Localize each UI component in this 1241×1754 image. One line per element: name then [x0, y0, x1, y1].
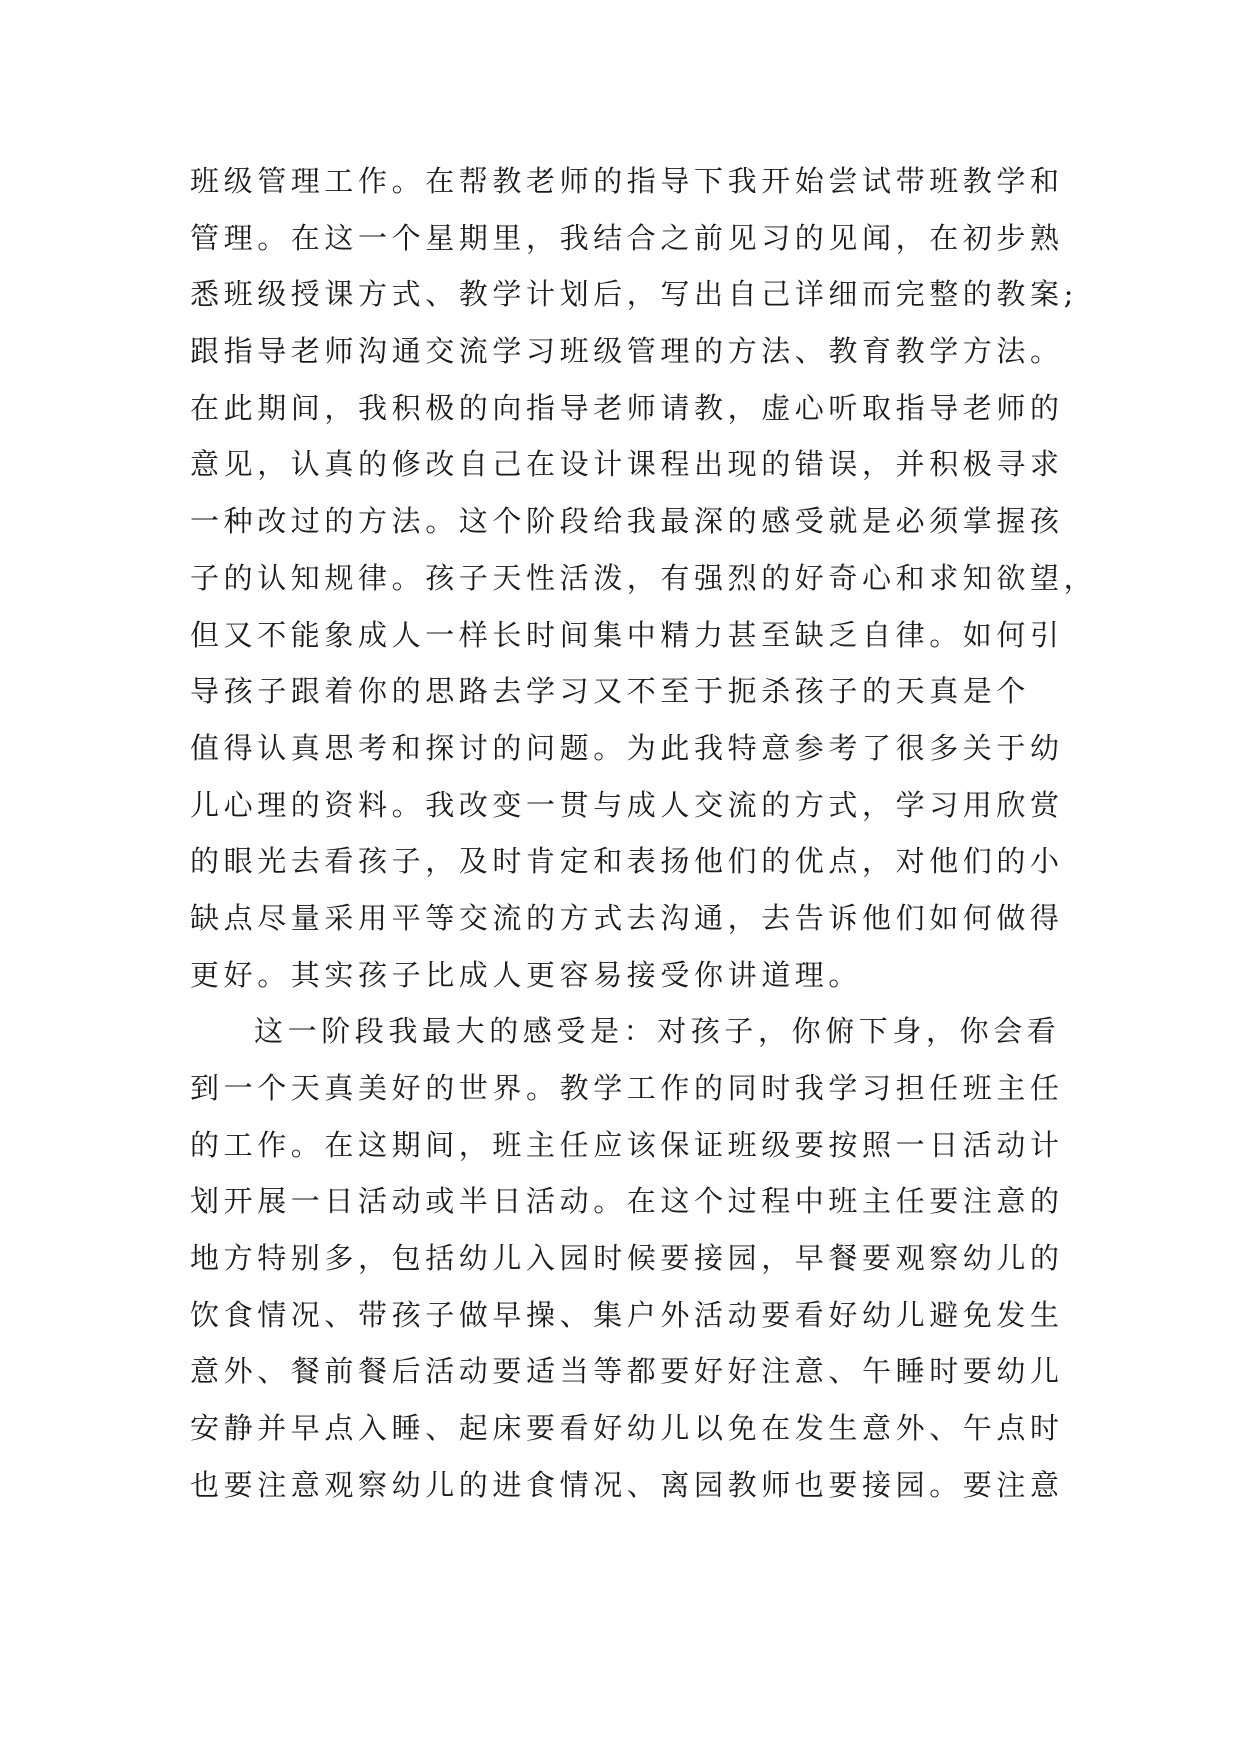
text-line-16: 这一阶段我最大的感受是：对孩子，你俯下身，你会看	[254, 1014, 1061, 1049]
text-line-14: 缺点尽量采用平等交流的方式去沟通，去告诉他们如何做得	[190, 900, 1064, 935]
text-line-8: 子的认知规律。孩子天性活泼，有强烈的好奇心和求知欲望，	[190, 560, 1098, 595]
text-line-9: 但又不能象成人一样长时间集中精力甚至缺乏自律。如何引	[190, 617, 1064, 652]
text-line-2: 管理。在这一个星期里，我结合之前见习的见闻，在初步熟	[190, 220, 1064, 255]
text-line-6: 意见，认真的修改自己在设计课程出现的错误，并积极寻求	[190, 447, 1064, 482]
text-line-12: 儿心理的资料。我改变一贯与成人交流的方式，学习用欣赏	[190, 787, 1064, 822]
text-line-22: 意外、餐前餐后活动要适当等都要好好注意、午睡时要幼儿	[190, 1354, 1064, 1389]
text-line-20: 地方特别多，包括幼儿入园时候要接园，早餐要观察幼儿的	[190, 1241, 1064, 1276]
text-line-5: 在此期间，我积极的向指导老师请教，虚心听取指导老师的	[190, 390, 1064, 425]
text-line-7: 一种改过的方法。这个阶段给我最深的感受就是必须掌握孩	[190, 504, 1064, 539]
text-line-18: 的工作。在这期间，班主任应该保证班级要按照一日活动计	[190, 1127, 1064, 1162]
text-line-1: 班级管理工作。在帮教老师的指导下我开始尝试带班教学和	[190, 164, 1064, 198]
text-line-15: 更好。其实孩子比成人更容易接受你讲道理。	[190, 957, 863, 992]
text-line-23: 安静并早点入睡、起床要看好幼儿以免在发生意外、午点时	[190, 1411, 1064, 1446]
text-line-11: 值得认真思考和探讨的问题。为此我特意参考了很多关于幼	[190, 730, 1064, 765]
text-line-21: 饮食情况、带孩子做早操、集户外活动要看好幼儿避免发生	[190, 1297, 1064, 1332]
text-line-13: 的眼光去看孩子，及时肯定和表扬他们的优点，对他们的小	[190, 844, 1064, 879]
text-line-19: 划开展一日活动或半日活动。在这个过程中班主任要注意的	[190, 1184, 1064, 1219]
body-text	[190, 153, 1098, 1514]
text-line-4: 跟指导老师沟通交流学习班级管理的方法、教育教学方法。	[190, 334, 1064, 369]
text-line-24: 也要注意观察幼儿的进食情况、离园教师也要接园。要注意	[190, 1467, 1064, 1502]
text-line-17: 到一个天真美好的世界。教学工作的同时我学习担任班主任	[190, 1071, 1064, 1105]
text-line-3: 悉班级授课方式、教学计划后，写出自己详细而完整的教案;	[190, 277, 1078, 312]
text-line-10: 导孩子跟着你的思路去学习又不至于扼杀孩子的天真是个	[190, 674, 1031, 709]
